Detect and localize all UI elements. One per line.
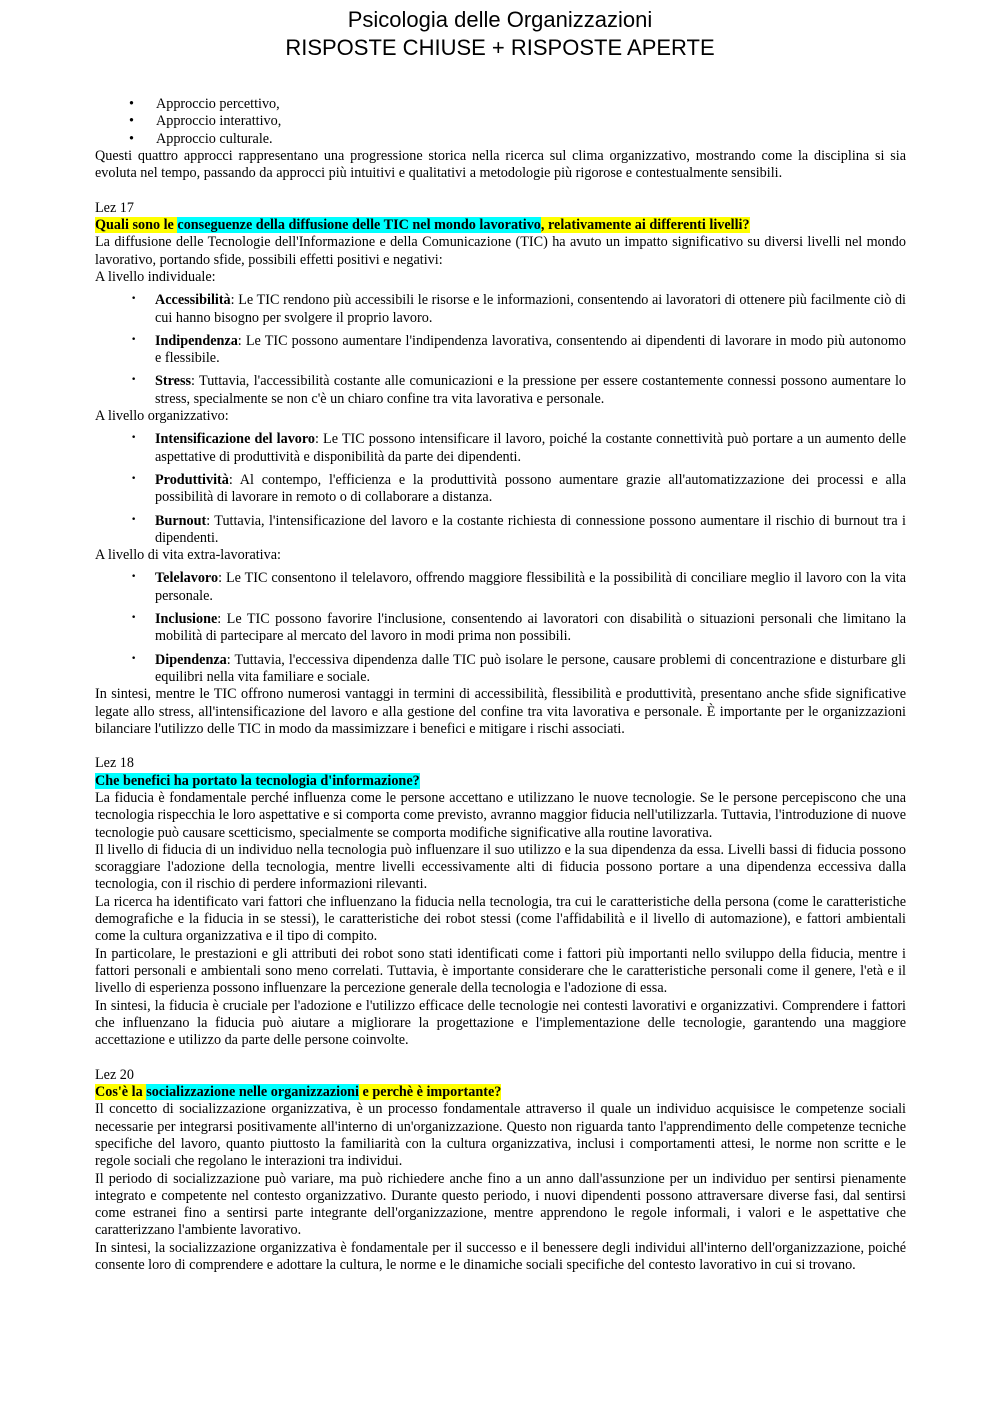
group-list xyxy=(95,570,906,686)
list-item xyxy=(95,431,906,466)
question-part-highlight: conseguenze della diffusione delle TIC nel mondo lavorativo xyxy=(177,217,541,234)
question-part-highlight: Che benefici ha portato la tecnologia d'informazione? xyxy=(95,772,420,789)
answer-paragraph: La fiducia è fondamentale perché influenza come le persone accettano e utilizzano le nuove tecnologie. Se le persone percepiscono che una tecnologia rispecchia le loro aspettative e si comporta come previsto, avranno maggior fiducia nell'utilizzarla. Tuttavia, l'introduzione di nuove tecnologie può causare scetticismo, specialmente se comporta modifiche significative alla routine lavorativa. xyxy=(95,789,906,841)
answer-paragraph: In sintesi, la fiducia è cruciale per l'adozione e l'utilizzo efficace delle tecnologie nei contesti lavorativi e organizzativi. Comprendere i fattori che influenzano la fiducia può aiutare a migliorare la progettazione e l'implementazione delle tecnologie, garantendo una maggiore accettazione e utilizzo da parte delle persone coinvolte. xyxy=(95,997,906,1049)
lesson-label: Lez 20 xyxy=(95,1066,134,1083)
item-text: : Tuttavia, l'intensificazione del lavoro e la costante richiesta di connessione possono aumentare il rischio di burnout tra i dipendenti. xyxy=(155,512,906,546)
list-item xyxy=(95,373,906,408)
list-item: • Approccio percettivo, xyxy=(95,96,906,113)
list-item xyxy=(95,292,906,327)
answer-paragraph: In particolare, le prestazioni e gli attributi dei robot sono stati identificati come i fattori più importanti nello sviluppo della fiducia, mentre i fattori personali e ambientali sono meno correlati. Tuttavia, è importante considerare che le caratteristiche personali come il genere, l'età e il livello di esperienza possono influenzare la percezione generale della tecnologia e l'adozione di essa. xyxy=(95,945,906,997)
list-item xyxy=(95,333,906,368)
question-heading xyxy=(95,217,906,234)
item-text: : Al contempo, l'efficienza e la produttività possono aumentare grazie all'automatizzazione dei processi e alla possibilità di lavorare in remoto o di collaborare a distanza. xyxy=(155,471,906,506)
answer-intro: La diffusione delle Tecnologie dell'Informazione e della Comunicazione (TIC) ha avuto un impatto significativo su diversi livelli nel mondo lavorativo, portando sfide, possibili effetti positivi e negativi: xyxy=(95,234,906,268)
item-term: Telelavoro xyxy=(155,570,219,587)
item-text: : Tuttavia, l'eccessiva dipendenza dalle TIC può isolare le persone, causare problemi di concentrazione e disturbare gli equilibri nella vita familiare e sociale. xyxy=(155,651,906,685)
item-term: Burnout xyxy=(155,512,207,529)
question-heading xyxy=(95,773,906,790)
group-heading: A livello di vita extra-lavorativa: xyxy=(95,547,281,564)
question-part: , relativamente ai differenti livelli? xyxy=(540,217,750,234)
document-body xyxy=(95,96,906,1274)
list-item xyxy=(95,570,906,605)
list-item xyxy=(95,513,906,548)
item-term: Intensificazione del lavoro xyxy=(155,431,316,448)
answer-conclusion: In sintesi, mentre le TIC offrono numerosi vantaggi in termini di accessibilità, flessibilità e produttività, presentano anche sfide significative legate allo stress, all'intensificazione del lavoro e alla gestione del confine tra vita lavorativa e personale. È importante per le organizzazioni bilanciare l'utilizzo delle TIC in modo da massimizzare i benefici e mitigare i rischi associati. xyxy=(95,686,906,737)
question-part: Cos'è la xyxy=(95,1084,147,1101)
answer-paragraph: Il periodo di socializzazione può variare, ma può richiedere anche fino a un anno dall'assunzione per un individuo per sentirsi pienamente integrato e competente nel contesto organizzativo. Durante questo periodo, i nuovi dipendenti possono attraversare diverse fasi, dal sentirsi come estranei fino a sentirsi parte integrante dell'organizzazione, mentre apprendono le regole informali, i valori e le aspettative che caratterizzano l'ambiente lavorativo. xyxy=(95,1170,906,1239)
item-term: Stress xyxy=(155,373,191,390)
answer-paragraph: Il livello di fiducia di un individuo nella tecnologia può influenzare il suo utilizzo e la sua dipendenza da essa. Livelli bassi di fiducia possono scoraggiare l'adozione della tecnologia, mentre livelli eccessivamente alti di fiducia possono portare a una dipendenza eccessiva dalla tecnologia, con il rischio di perdere informazioni rilevanti. xyxy=(95,841,906,893)
document-subtitle: RISPOSTE CHIUSE + RISPOSTE APERTE xyxy=(285,35,715,60)
list-item: • Approccio interattivo, xyxy=(95,113,906,130)
item-text: : Le TIC possono favorire l'inclusione, consentendo ai lavoratori con disabilità o situazioni personali che limitano la mobilità di partecipare al mercato del lavoro in modi prima non possibili. xyxy=(155,611,906,645)
list-item xyxy=(95,472,906,507)
question-part-highlight: socializzazione nelle organizzazioni xyxy=(146,1084,359,1101)
list-item: • Approccio culturale. xyxy=(95,131,906,148)
item-text: : Le TIC possono aumentare l'indipendenza lavorativa, consentendo ai dipendenti di lavorare in modo più autonomo e flessibile. xyxy=(155,332,906,367)
item-term: Produttività xyxy=(155,471,229,488)
list-item xyxy=(95,652,906,687)
lesson-label: Lez 18 xyxy=(95,755,134,772)
answer-paragraph: In sintesi, la socializzazione organizzativa è fondamentale per il successo e il benessere degli individui all'interno dell'organizzazione, poiché consente loro di comprendere e adottare la cultura, le norme e le dinamiche sociali specifiche del contesto lavorativo in cui si trovano. xyxy=(95,1239,906,1273)
document-title: Psicologia delle Organizzazioni xyxy=(347,7,653,32)
group-heading: A livello individuale: xyxy=(95,268,216,285)
intro-summary: Questi quattro approcci rappresentano una progressione storica nella ricerca sul clima organizzativo, mostrando come la disciplina si sia evoluta nel tempo, passando da approcci più intuitivi e qualitativi a metodologie più rigorose e contestualmente sensibili. xyxy=(95,147,906,182)
item-text: : Le TIC rendono più accessibili le risorse e le informazioni, consentendo ai lavoratori di ottenere più facilmente ciò di cui hanno bisogno per svolgere il proprio lavoro. xyxy=(155,292,906,326)
item-text: : Le TIC possono intensificare il lavoro, poiché la costante connettività può portare a un aumento delle aspettative di produttività e disponibilità da parte dei dipendenti. xyxy=(155,431,906,465)
approach-list xyxy=(95,96,906,148)
question-part: Quali sono le xyxy=(95,217,178,234)
answer-paragraph: Il concetto di socializzazione organizzativa, è un processo fondamentale attraverso il quale un individuo acquisisce le competenze sociali necessarie per integrarsi positivamente all'interno di un'organizzazione. Questo non riguarda tanto l'apprendimento delle competenze tecniche specifiche del lavoro, quanto piuttosto la familiarità con la cultura organizzativa, inclusi i comportamenti attesi, le norme non scritte e le regole sociali che regolano le interazioni tra individui. xyxy=(95,1101,906,1170)
item-text: : Le TIC consentono il telelavoro, offrendo maggiore flessibilità e la possibilità di conciliare meglio il lavoro con la vita personale. xyxy=(155,570,906,604)
item-term: Indipendenza xyxy=(155,332,238,349)
item-term: Dipendenza xyxy=(155,651,227,668)
group-heading: A livello organizzativo: xyxy=(95,408,229,425)
list-item xyxy=(95,611,906,646)
group-list xyxy=(95,431,906,547)
item-term: Inclusione xyxy=(155,611,218,628)
lesson-label: Lez 17 xyxy=(95,199,134,216)
question-heading xyxy=(95,1084,906,1101)
item-text: : Tuttavia, l'accessibilità costante alle comunicazioni e la pressione per essere costantemente connessi possono aumentare lo stress, specialmente se non c'è un chiaro confine tra vita lavorativa e personale. xyxy=(155,373,906,407)
answer-paragraph: La ricerca ha identificato vari fattori che influenzano la fiducia nella tecnologia, tra cui le caratteristiche della persona (come le caratteristiche demografiche e la fiducia in se stessi), le caratteristiche dei robot stessi (come l'affidabilità e il livello di automazione), e fattori ambientali come la cultura organizzativa e il tipo di compito. xyxy=(95,893,906,945)
item-term: Accessibilità xyxy=(155,292,231,309)
question-part: e perchè è importante? xyxy=(359,1084,502,1101)
group-list xyxy=(95,292,906,408)
